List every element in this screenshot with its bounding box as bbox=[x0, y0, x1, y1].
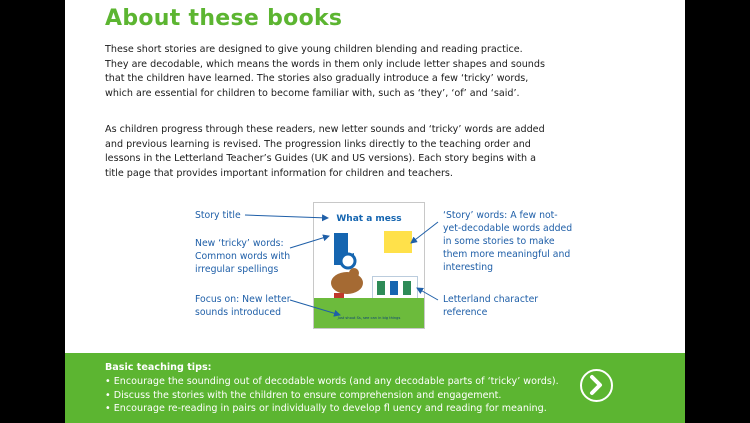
page-title: About these books bbox=[105, 6, 343, 31]
cover-title: What a mess bbox=[336, 214, 402, 224]
next-page-button[interactable] bbox=[580, 369, 613, 402]
tip-item: • Discuss the stories with the children to ensure comprehension and engagement. bbox=[105, 389, 585, 403]
tips-list bbox=[105, 375, 585, 416]
label-story-words: ‘Story’ words: A few not-yet-decodable words added in some stories to make them more meaningful and interesting bbox=[443, 210, 573, 273]
label-tricky-words: New ‘tricky’ words: Common words with irregular spellings bbox=[195, 238, 291, 275]
label-story-title: Story title bbox=[195, 210, 241, 221]
tip-item: • Encourage the sounding out of decodable words (and any decodable parts of ‘tricky’ words). bbox=[105, 375, 585, 389]
arrow-character-reference bbox=[417, 288, 438, 300]
teaching-tips-panel bbox=[65, 353, 685, 423]
tip-item: • Encourage re-reading in pairs or individually to develop fl uency and reading for meaning. bbox=[105, 402, 585, 416]
page bbox=[65, 0, 685, 423]
intro-paragraph-1: These short stories are designed to give young children blending and reading practice. They are decodable, which means the words in them only include letter shapes and sounds that the children have learned. The stories also gradually introduce a few ‘tricky’ words, which are essential for children to become familiar with, such as ‘they’, ‘of’ and ‘said’. bbox=[105, 44, 545, 99]
label-focus-on: Focus on: New letter sounds introduced bbox=[195, 294, 291, 318]
arrow-story-words bbox=[411, 222, 438, 243]
chevron-right-icon bbox=[582, 371, 610, 399]
cover-subtitle: Just shout Ss, see can in big things bbox=[337, 316, 401, 320]
label-character-reference: Letterland character reference bbox=[443, 294, 539, 318]
tips-heading: Basic teaching tips: bbox=[105, 362, 212, 373]
intro-paragraph-2: As children progress through these readers, new letter sounds and ‘tricky’ words are added and previous learning is revised. The progression links directly to the teaching order and lessons in the Letterland Teacher’s Guides (UK and US versions). Each story begins with a title page that provides important information for children and teachers. bbox=[105, 124, 545, 179]
